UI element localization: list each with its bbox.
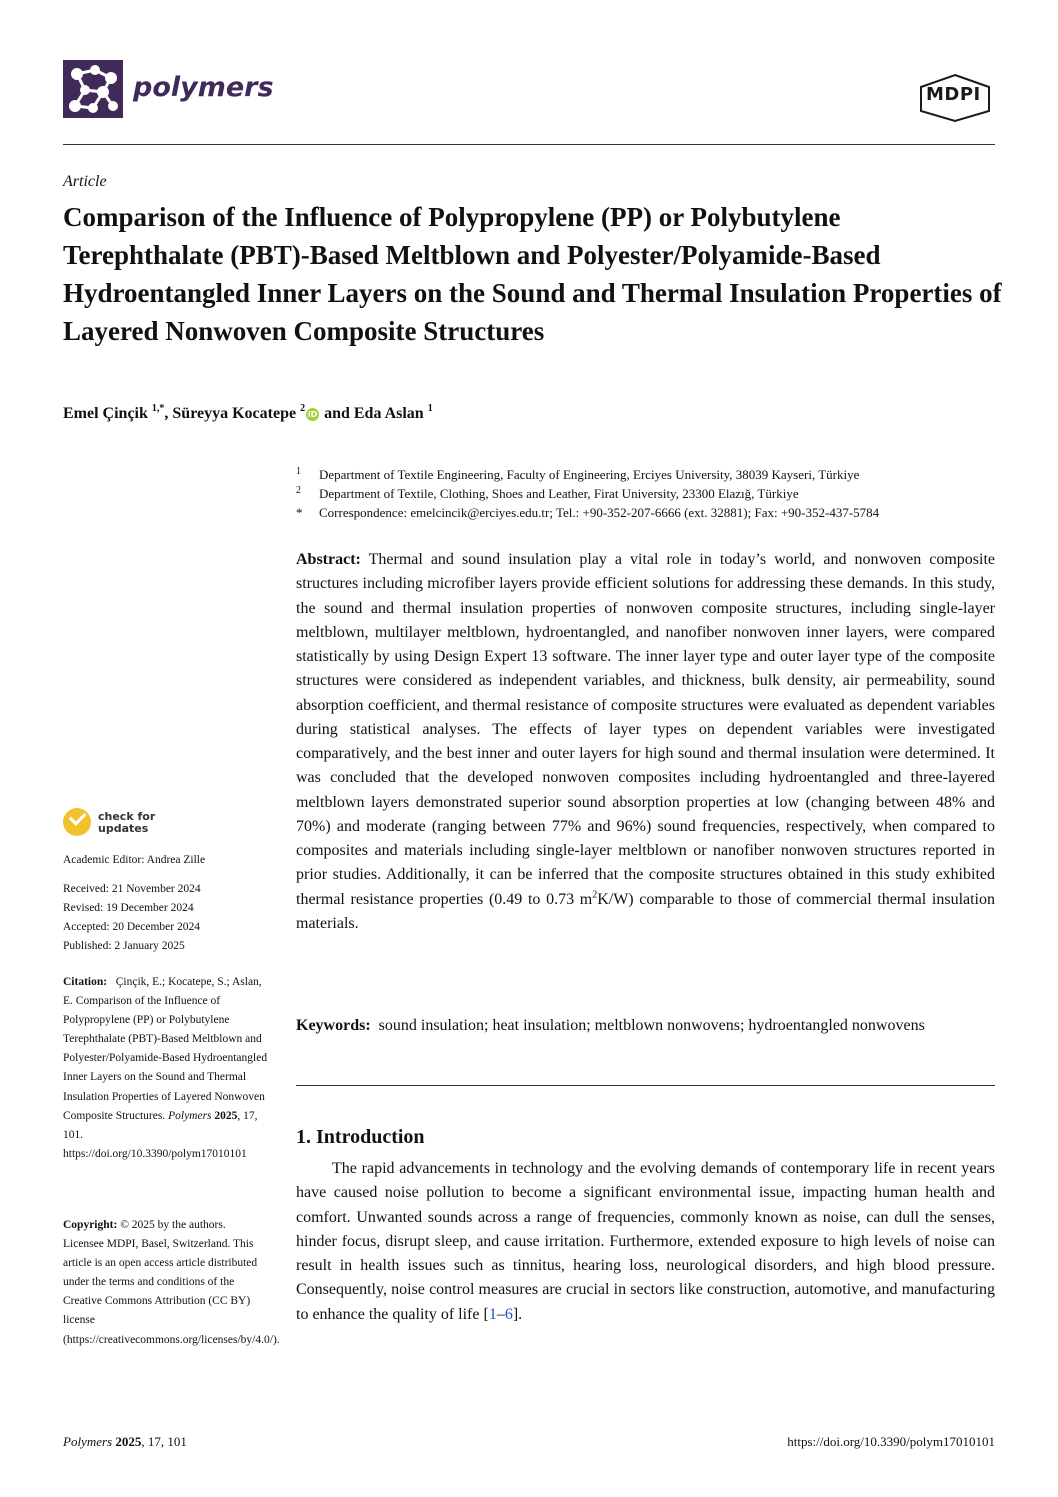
abstract-superscript: 2 [592, 889, 598, 901]
citation-journal: Polymers [168, 1109, 212, 1122]
affiliation-mark: * [296, 505, 303, 520]
citation-text: Çinçik, E.; Kocatepe, S.; Aslan, E. Comparison of the Influence of Polypropylene (PP) or Polybutylene Terephthalate (PBT)-Based Meltblown and Polyester/Polyamide-Based Hydroentangled Inner Layers on the Sound and Thermal Insulation Properties of Layered Nonwoven Composite Structures. [63, 976, 268, 1122]
correspondence [296, 503, 996, 522]
abstract-text-end: K/W) comparable to those of commercial thermal insulation materials. [296, 890, 996, 932]
citation-block [63, 973, 268, 1164]
orcid-icon[interactable]: iD [307, 410, 318, 419]
abstract-divider [296, 1085, 995, 1086]
author-separator: and [320, 405, 354, 422]
academic-editor: Academic Editor: Andrea Zille [63, 854, 206, 866]
check-updates-line1: check for [98, 810, 156, 823]
accepted-date: Accepted: 20 December 2024 [63, 921, 200, 934]
intro-text: The rapid advancements in technology and the evolving demands of contemporary life in recent years have caused noise pollution to become a significant environmental issue, impacting human health and comfort. Unwanted sounds across a range of frequencies, commonly known as noise, can dull the senses, hinder focus, disrupt sleep, and cause irritation. Furthermore, extended exposure to high levels of noise can result in health issues such as tinnitus, hearing loss, neurological disorders, and high blood pressure. Consequently, noise control measures are crucial in sectors like construction, automotive, and manufacturing to enhance the quality of life [ [296, 1160, 995, 1323]
abstract-label: Abstract: [296, 551, 361, 568]
footer-citation [63, 1434, 187, 1450]
footer-volume: , 17, 101 [141, 1434, 187, 1449]
keywords-text: sound insulation; heat insulation; meltblown nonwovens; hydroentangled nonwovens [378, 1017, 925, 1034]
author-name[interactable]: Süreyya Kocatepe [172, 405, 297, 422]
citation-year: 2025 [214, 1109, 238, 1122]
intro-end: ]. [512, 1305, 523, 1323]
journal-name[interactable]: polymers [133, 72, 274, 103]
received-date: Received: 21 November 2024 [63, 883, 201, 895]
author-list [63, 403, 433, 423]
citation-doi[interactable]: , 17, 101. https://doi.org/10.3390/polym17010101 [63, 1109, 258, 1160]
citation-dash: – [496, 1305, 505, 1323]
revised-date: Revised: 19 December 2024 [63, 902, 194, 915]
author-affil-sup: 1,* [151, 403, 165, 414]
published-date: Published: 2 January 2025 [63, 940, 185, 953]
copyright-text: © 2025 by the authors. Licensee MDPI, Basel, Switzerland. This article is an open access article distributed under the terms and conditions of the Creative Commons Attribution (CC BY) license (https://creativecommons.org/licenses/by/4.0/). [63, 1219, 280, 1346]
author-separator: , [164, 405, 173, 422]
author-name[interactable]: Eda Aslan [353, 405, 424, 422]
article-title: Comparison of the Influence of Polypropylene (PP) or Polybutylene Terephthalate (PBT)-Based Meltblown and Polyester/Polyamide-Based Hydroentangled Inner Layers on the Sound and Thermal Insulation Properties of Layered Nonwoven Composite Structures [63, 202, 1002, 346]
author-name[interactable]: Emel Çinçik [63, 405, 148, 422]
author-affil-sup: 2 [300, 403, 306, 414]
copyright-block [63, 1216, 280, 1350]
affiliation-item [296, 484, 996, 503]
affiliation-text[interactable]: Correspondence: emelcincik@erciyes.edu.tr; Tel.: +90-352-207-6666 (ext. 32881); Fax: +90-352-437-5784 [319, 505, 880, 520]
footer-year: 2025 [115, 1434, 142, 1449]
article-type: Article [63, 173, 107, 190]
header-divider [63, 144, 995, 145]
citation-link[interactable]: 6 [504, 1305, 513, 1323]
journal-logo-icon [63, 60, 123, 118]
abstract-text: Thermal and sound insulation play a vital role in today’s world, and nonwoven composite structures including microfiber layers provide efficient solutions for addressing these demands. In this study, the sound and thermal insulation properties of nonwoven composite structures, including single-layer meltblown, multilayer meltblown, hydroentangled, and nanofiber nonwoven inner layers, were compared statistically by using Design Expert 13 software. The inner layer type and outer layer type of the composite structures were considered as independent variables, and thickness, bulk density, air permeability, sound absorption coefficient, and thermal resistance of composite structures were evaluated as dependent variables during statistical analyses. The effects of layer types on dependent variables were investigated comparatively, and the best inner and outer layers for high sound and thermal insulation were determined. It was concluded that the developed nonwoven composites including hydroentangled and three-layered meltblown layers demonstrated superior sound absorption properties at low (changing between 48% and 70%) and moderate (ranging between 77% and 96%) sound frequencies, respectively, when compared to composites and materials including single-layer meltblown or nanofiber nonwoven structures reported in prior studies. Additionally, it can be inferred that the composite structures obtained in this study exhibited thermal resistance properties (0.49 to 0.73 m [296, 551, 995, 908]
abstract [296, 548, 995, 936]
publisher-name[interactable]: MDPI [926, 84, 981, 105]
affiliation-mark: 1 [296, 466, 301, 477]
author-affil-sup: 1 [427, 403, 433, 414]
affiliations [296, 465, 996, 522]
keywords-label: Keywords: [296, 1017, 371, 1034]
check-updates-line2: updates [98, 822, 149, 835]
footer-journal: Polymers [63, 1434, 113, 1449]
footer-doi-link[interactable]: https://doi.org/10.3390/polym17010101 [787, 1434, 995, 1449]
dates [63, 880, 268, 956]
affiliation-item [296, 465, 996, 484]
citation-link[interactable]: 1 [488, 1305, 497, 1323]
copyright-label: Copyright: [63, 1219, 118, 1231]
affiliation-text: Department of Textile, Clothing, Shoes and Leather, Firat University, 23300 Elazığ, Türkiye [319, 486, 799, 501]
citation-label: Citation: [63, 976, 108, 988]
section-heading: 1. Introduction [296, 1126, 425, 1148]
check-for-updates-label[interactable] [98, 811, 155, 835]
keywords [296, 1014, 995, 1037]
intro-paragraph [296, 1157, 995, 1327]
affiliation-mark: 2 [296, 485, 301, 496]
affiliation-text: Department of Textile Engineering, Faculty of Engineering, Erciyes University, 38039 Kayseri, Türkiye [319, 467, 860, 482]
